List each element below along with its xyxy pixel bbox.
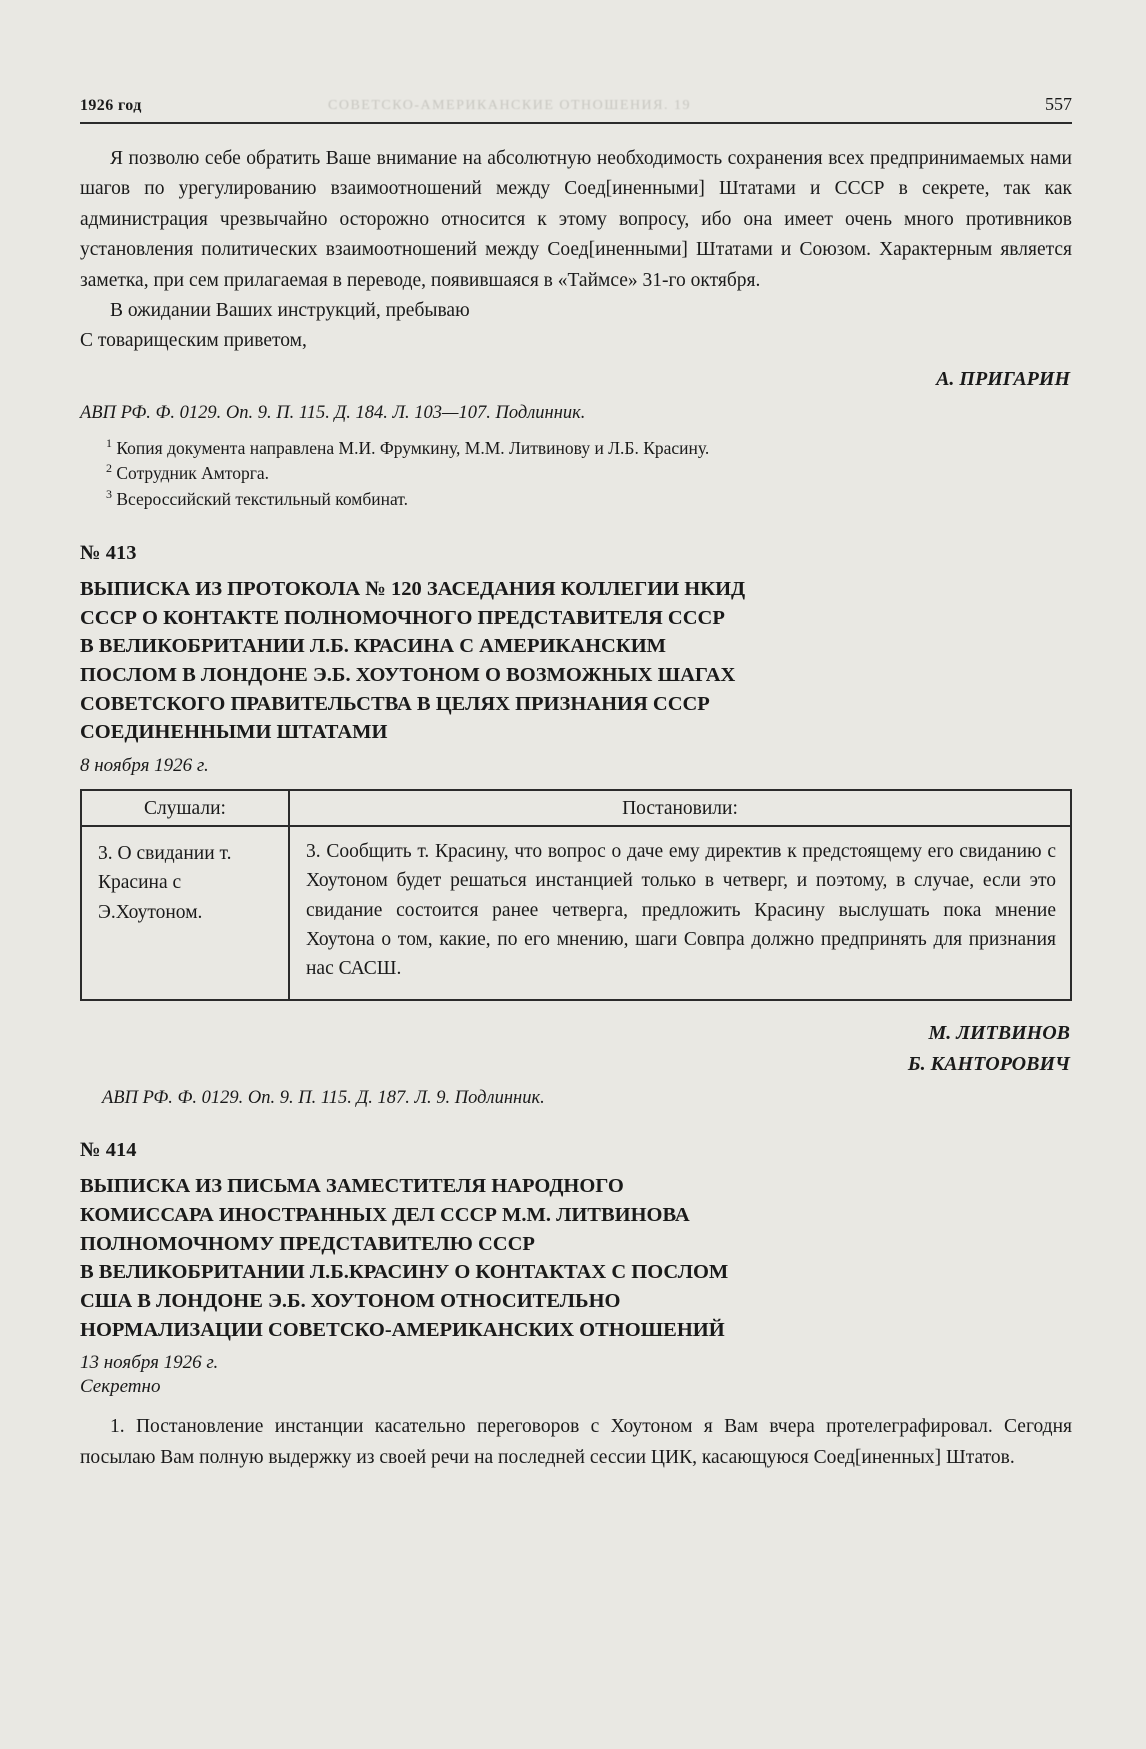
paragraph: В ожидании Ваших инструкций, пребываю [110, 300, 470, 322]
doc-title-line: В ВЕЛИКОБРИТАНИИ Л.Б. КРАСИНА С АМЕРИКАНСКИМ [80, 635, 667, 658]
archive-reference: АВП РФ. Ф. 0129. Оп. 9. П. 115. Д. 187. Л. 9. Подлинник. [102, 1088, 545, 1109]
protocol-table [80, 789, 1072, 1001]
document-413 [80, 542, 1072, 1109]
classification-label: Секретно [80, 1376, 161, 1398]
document-414 [80, 1139, 1072, 1473]
paragraph: Я позволю себе обратить Ваше внимание на абсолютную необходимость сохранения всех предпринимаемых нами шагов по урегулированию взаимоотношений между Соед[иненными] Штатами и СССР в секрете, так как администрация чрезвычайно осторожно относится к этому вопросу, ибо она имеет очень много противников установления политических взаимоотношений между Соед[иненными] Штатами и Союзом. Характерным является заметка, при сем прилагаемая в переводе, появившаяся в «Таймсе» 31-го октября. [80, 148, 1072, 291]
table-header-heard: Слушали: [81, 790, 289, 826]
document-412-end [80, 144, 1072, 512]
table-cell-resolved: 3. Сообщить т. Красину, что вопрос о даче ему директив к предстоящему его свиданию с Хоутоном будет решаться инстанцией только в четверг, и поэтому, в случае, если это свидание состоится ранее четверга, предложить Красину выслушать пока мнение Хоутона о том, какие, по его мнению, шаги Совпра должно предпринять для признания нас САСШ. [289, 826, 1071, 1000]
doc-title-line: КОМИССАРА ИНОСТРАННЫХ ДЕЛ СССР М.М. ЛИТВИНОВА [80, 1204, 690, 1227]
paragraph: 1. Постановление инстанции касательно переговоров с Хоутоном я Вам вчера протелеграфировал. Сегодня посылаю Вам полную выдержку из своей речи на последней сессии ЦИК, касающуюся Соед[иненных] Штатов. [80, 1416, 1072, 1468]
doc-title-line: ВЫПИСКА ИЗ ПИСЬМА ЗАМЕСТИТЕЛЯ НАРОДНОГО [80, 1175, 624, 1198]
footnote-text: Сотрудник Амторга. [116, 463, 270, 484]
doc-title-line: ПОЛНОМОЧНОМУ ПРЕДСТАВИТЕЛЮ СССР [80, 1232, 535, 1255]
table-header-row [81, 790, 1071, 826]
doc-title-line: ВЫПИСКА ИЗ ПРОТОКОЛА № 120 ЗАСЕДАНИЯ КОЛЛЕГИИ НКИД [80, 577, 746, 600]
table-body-row [81, 826, 1071, 1000]
archive-reference: АВП РФ. Ф. 0129. Оп. 9. П. 115. Д. 184. Л. 103—107. Подлинник. [80, 402, 586, 423]
signature: А. ПРИГАРИН [936, 367, 1070, 390]
bleed-through-text: СОВЕТСКО-АМЕРИКАНСКИЕ ОТНОШЕНИЯ. 19 [328, 98, 692, 113]
doc-title [80, 575, 1072, 747]
footnote-number: 1 [106, 436, 112, 451]
signature: Б. КАНТОРОВИЧ [907, 1053, 1070, 1076]
signature-block [80, 1019, 1072, 1079]
doc-number: № 413 [80, 541, 137, 564]
footnote [80, 461, 1072, 486]
doc-title [80, 1172, 1072, 1344]
table-header-resolved: Постановили: [289, 790, 1071, 826]
doc-date: 13 ноября 1926 г. [80, 1352, 219, 1374]
doc-title-line: В ВЕЛИКОБРИТАНИИ Л.Б.КРАСИНУ О КОНТАКТАХ С ПОСЛОМ [80, 1261, 729, 1284]
doc-title-line: СССР О КОНТАКТЕ ПОЛНОМОЧНОГО ПРЕДСТАВИТЕЛЯ СССР [80, 606, 725, 629]
table-cell-heard: 3. О свидании т. Красина с Э.Хоутоном. [81, 826, 289, 1000]
doc-title-line: СОВЕТСКОГО ПРАВИТЕЛЬСТВА В ЦЕЛЯХ ПРИЗНАНИЯ СССР [80, 692, 710, 715]
signature: М. ЛИТВИНОВ [928, 1022, 1070, 1045]
page-number: 557 [1045, 94, 1072, 114]
footnote-number: 3 [106, 486, 112, 501]
doc-title-line: США В ЛОНДОНЕ Э.Б. ХОУТОНОМ ОТНОСИТЕЛЬНО [80, 1290, 621, 1313]
doc-title-line: СОЕДИНЕННЫМИ ШТАТАМИ [80, 721, 388, 744]
doc-number: № 414 [80, 1139, 137, 1162]
page-header [80, 94, 1072, 124]
doc-title-line: ПОСЛОМ В ЛОНДОНЕ Э.Б. ХОУТОНОМ О ВОЗМОЖНЫХ ШАГАХ [80, 664, 736, 687]
year-header: 1926 год [80, 97, 142, 114]
paragraph: С товарищеским приветом, [80, 330, 307, 352]
footnotes [80, 436, 1072, 512]
footnote-number: 2 [106, 461, 112, 476]
footnote-text: Копия документа направлена М.И. Фрумкину, М.М. Литвинову и Л.Б. Красину. [116, 437, 710, 458]
footnote-text: Всероссийский текстильный комбинат. [116, 488, 408, 509]
footnote [80, 436, 1072, 461]
doc-title-line: НОРМАЛИЗАЦИИ СОВЕТСКО-АМЕРИКАНСКИХ ОТНОШЕНИЙ [80, 1318, 725, 1341]
footnote [80, 487, 1072, 512]
doc-date: 8 ноября 1926 г. [80, 755, 209, 777]
